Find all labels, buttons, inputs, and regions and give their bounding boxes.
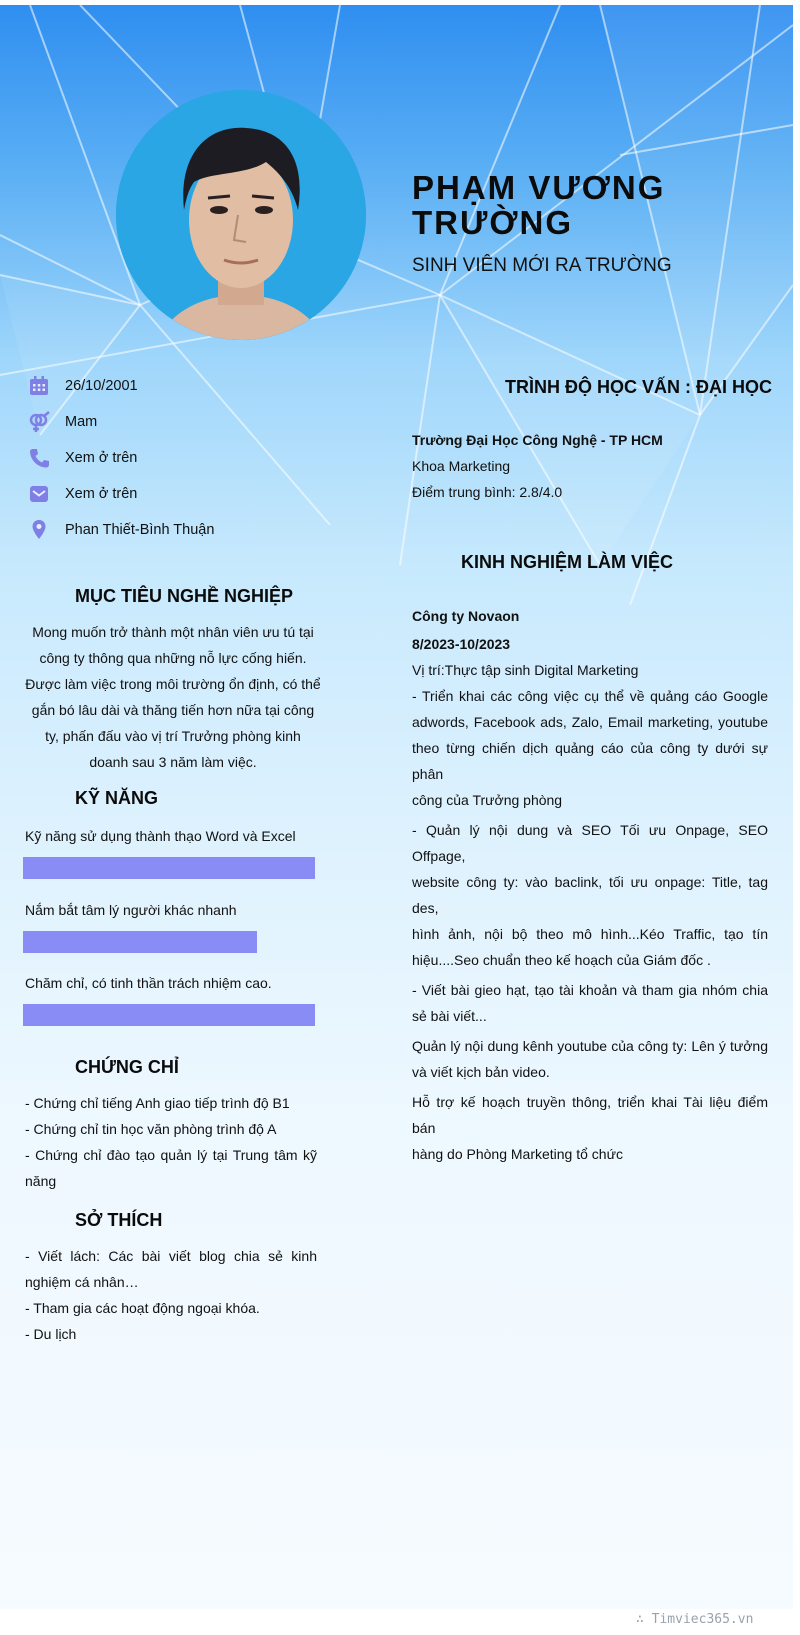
skill-bar-fill	[23, 857, 315, 879]
contact-phone	[28, 447, 328, 473]
hobby-item: nghiệm cá nhân…	[25, 1274, 139, 1290]
work-period: 8/2023-10/2023	[412, 636, 511, 652]
phone-text: Xem ở trên	[65, 450, 138, 466]
skills-heading: KỸ NĂNG	[75, 788, 159, 808]
cv-page	[0, 5, 793, 1609]
certificate-item: - Chứng chỉ đào tạo quản lý tại Trung tâm kỹ	[25, 1147, 317, 1163]
experience-line: theo từng chiến dịch quảng cáo của công ty dưới sự phân	[412, 740, 768, 782]
experience-line: sẻ bài viết...	[412, 1008, 487, 1024]
certificates-list	[25, 1090, 317, 1194]
experience-line: Hỗ trợ kế hoạch truyền thông, triển khai Tài liệu điểm bán	[412, 1094, 768, 1136]
skill-bar-fill	[23, 931, 257, 953]
objective-text	[23, 619, 323, 775]
hobby-item: - Tham gia các hoạt động ngoại khóa.	[25, 1300, 260, 1316]
objective-line: công ty thông qua những nỗ lực cống hiến.	[39, 650, 307, 666]
certificates-heading: CHỨNG CHỈ	[75, 1057, 179, 1077]
gender-icon	[28, 411, 50, 433]
skill-bar-fill	[23, 1004, 315, 1026]
birthday-text: 26/10/2001	[65, 378, 138, 394]
contact-email	[28, 483, 328, 509]
calendar-icon	[28, 375, 50, 397]
objective-line: Được làm việc trong môi trường ổn định, có thể	[25, 676, 321, 692]
experience-line: Quản lý nội dung kênh youtube của công ty: Lên ý tưởng	[412, 1038, 768, 1054]
education-block	[412, 427, 772, 505]
experience-line: - Triển khai các công việc cụ thể về quảng cáo Google	[412, 688, 768, 704]
experience-line: website công ty: vào baclink, tối ưu onpage: Title, tag des,	[412, 874, 768, 916]
location-pin-icon	[28, 519, 50, 541]
skill-bar	[23, 1004, 315, 1026]
contact-birthday	[28, 375, 328, 401]
objective-line: ty, phấn đấu vào vị trí Trưởng phòng kinh	[45, 728, 301, 744]
candidate-name	[412, 170, 772, 240]
email-text: Xem ở trên	[65, 486, 138, 502]
skill-label: Chăm chỉ, có tinh thần trách nhiệm cao.	[25, 975, 272, 991]
gender-text: Mam	[65, 414, 98, 430]
objective-line: gắn bó lâu dài và thăng tiến hơn nữa tại công	[31, 702, 315, 718]
skill-label: Kỹ năng sử dụng thành thạo Word và Excel	[25, 828, 296, 844]
experience-line: công của Trưởng phòng	[412, 792, 563, 808]
address-text: Phan Thiết-Bình Thuận	[65, 522, 215, 538]
skill-bar	[23, 931, 315, 953]
hobby-item: - Du lịch	[25, 1326, 77, 1342]
hobbies-list	[25, 1243, 317, 1347]
skill-bar	[23, 857, 315, 879]
work-position: Vị trí:Thực tập sinh Digital Marketing	[412, 662, 639, 678]
objective-heading: MỤC TIÊU NGHỀ NGHIỆP	[75, 586, 294, 606]
experience-line: hình ảnh, nội bộ theo mô hình...Kéo Traffic, tạo tín	[412, 926, 768, 942]
faculty-name: Khoa Marketing	[412, 458, 511, 474]
experience-line: hiệu....Seo chuẩn theo kế hoạch của Giám đốc .	[412, 952, 711, 968]
contact-gender	[28, 411, 328, 437]
experience-line: hàng do Phòng Marketing tổ chức	[412, 1146, 623, 1162]
hobbies-heading: SỞ THÍCH	[75, 1210, 163, 1230]
skill-label: Nắm bắt tâm lý người khác nhanh	[25, 902, 237, 918]
experience-line: - Quản lý nội dung và SEO Tối ưu Onpage, SEO Offpage,	[412, 822, 768, 864]
certificate-item: - Chứng chỉ tiếng Anh giao tiếp trình độ B1	[25, 1095, 290, 1111]
gpa-text: Điểm trung bình: 2.8/4.0	[412, 484, 563, 500]
name-line-1: PHẠM VƯƠNG	[412, 169, 666, 206]
objective-line: doanh sau 3 năm làm việc.	[89, 754, 257, 770]
hobby-item: - Viết lách: Các bài viết blog chia sẻ kinh	[25, 1248, 317, 1264]
education-heading: TRÌNH ĐỘ HỌC VẤN : ĐẠI HỌC	[505, 377, 772, 397]
objective-line: Mong muốn trở thành một nhân viên ưu tú tại	[32, 624, 314, 640]
school-name: Trường Đại Học Công Nghệ - TP HCM	[412, 432, 663, 448]
phone-icon	[28, 447, 50, 469]
experience-block	[412, 603, 768, 1167]
experience-description	[412, 683, 768, 1167]
contact-address	[28, 519, 328, 545]
watermark-footer: ∴ Timviec365.vn	[636, 1612, 754, 1627]
experience-line: adwords, Facebook ads, Zalo, Email marketing, youtube	[412, 714, 768, 730]
avatar	[116, 90, 366, 340]
candidate-role: SINH VIÊN MỚI RA TRƯỜNG	[412, 255, 672, 276]
experience-line: - Viết bài gieo hạt, tạo tài khoản và tham gia nhóm chia	[412, 982, 768, 998]
experience-heading: KINH NGHIỆM LÀM VIỆC	[460, 552, 673, 572]
email-icon	[28, 483, 50, 505]
certificate-item: năng	[25, 1173, 57, 1189]
avatar-portrait	[116, 90, 366, 340]
experience-line: và viết kịch bản video.	[412, 1064, 550, 1080]
company-name: Công ty Novaon	[412, 608, 520, 624]
name-line-2: TRƯỜNG	[412, 204, 574, 241]
certificate-item: - Chứng chỉ tin học văn phòng trình độ A	[25, 1121, 277, 1137]
